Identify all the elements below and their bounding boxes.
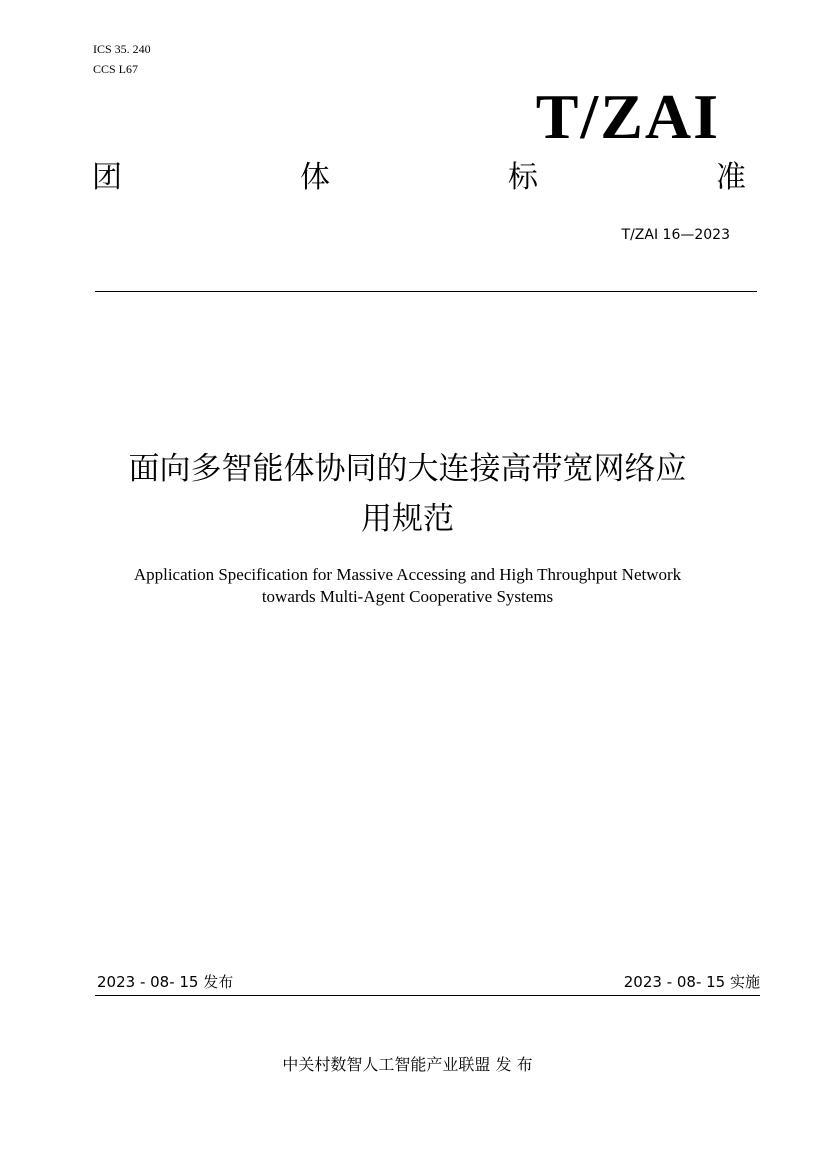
header-divider [95,291,757,292]
standard-type-char-1: 团 [92,160,122,195]
standard-type-char-2: 体 [300,160,330,195]
standard-logo: T/ZAI [535,81,720,152]
ics-code: ICS 35. 240 [93,42,151,56]
footer-divider [95,995,760,996]
title-chinese [60,444,755,544]
standard-type-char-4: 准 [716,160,746,195]
title-chinese-line-2: 用规范 [361,501,454,537]
title-english-line-1: Application Specification for Massive Accessing and High Throughput Network [133,565,682,584]
title-english-line-2: towards Multi-Agent Cooperative Systems [261,587,554,606]
title-english [60,564,755,608]
document-number: T/ZAI 16—2023 [621,227,730,243]
title-chinese-line-1: 面向多智能体协同的大连接高带宽网络应 [128,451,687,487]
standard-type-char-3: 标 [508,160,538,195]
release-date: 2023 - 08- 15 发布 [97,973,234,991]
ccs-code: CCS L67 [93,62,139,76]
publisher: 中关村数智人工智能产业联盟 发 布 [282,1055,533,1074]
implementation-date: 2023 - 08- 15 实施 [623,973,760,991]
